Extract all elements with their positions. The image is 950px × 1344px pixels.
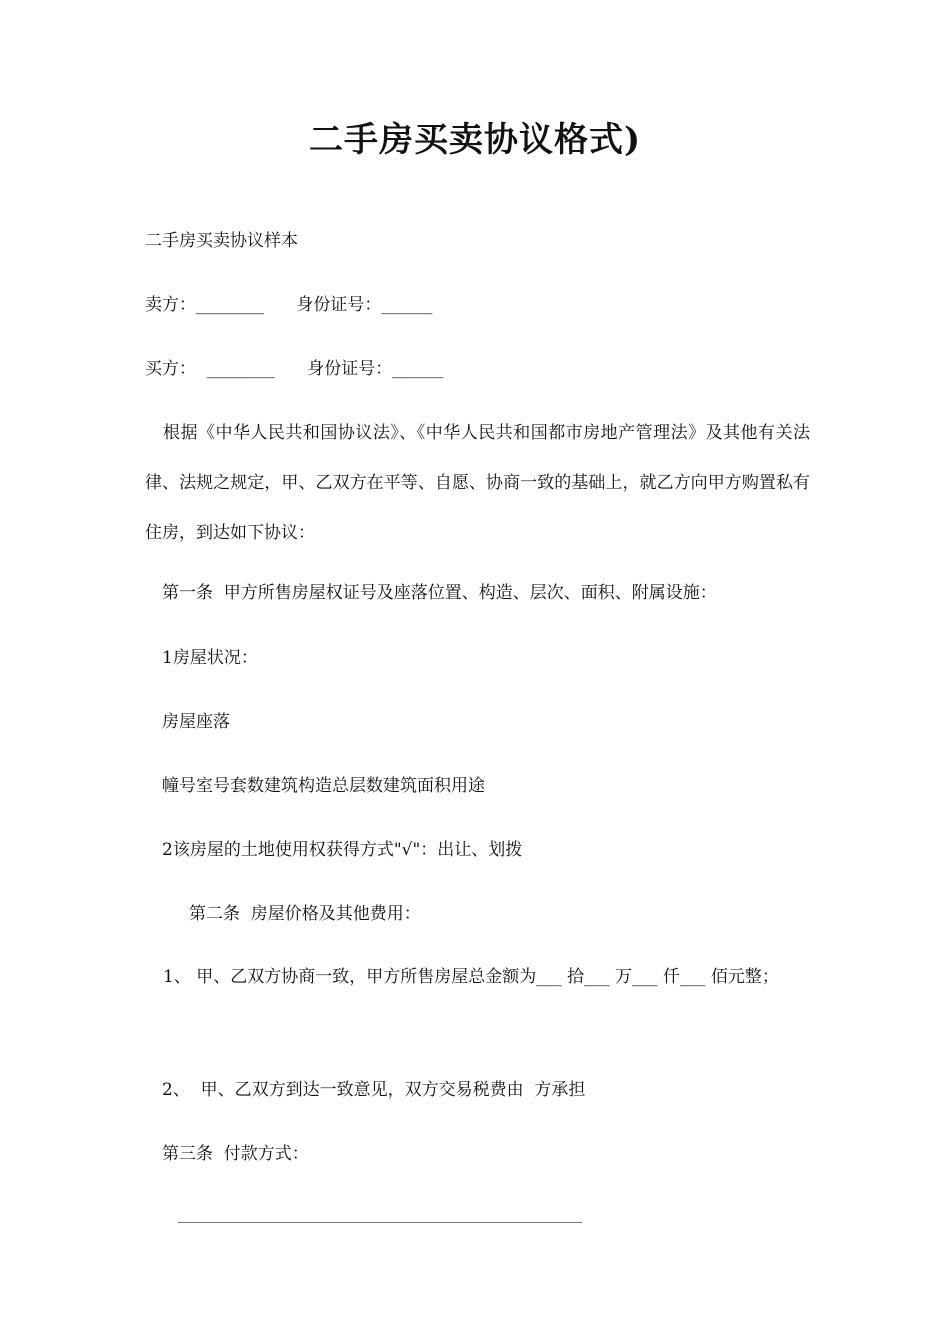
house-status-item: 1房屋状况： [162,648,258,668]
land-use-item: 2该房屋的土地使用权获得方式"√"：出让、划拨 [162,840,523,860]
article-3-heading: 第三条 付款方式： [162,1144,309,1164]
document-subtitle: 二手房买卖协议样本 [145,231,298,251]
tax-clause: 2、 甲、乙双方到达一致意见，双方交易税费由 方承担 [162,1080,586,1100]
buyer-line: 买方： ________ 身份证号：______ [145,359,444,379]
article-1-heading: 第一条 甲方所售房屋权证号及座落位置、构造、层次、面积、附属设施： [162,583,717,603]
article-2-heading: 第二条 房屋价格及其他费用： [189,904,421,924]
seller-line: 卖方：________ 身份证号：______ [145,295,433,315]
intro-paragraph: 根据《中华人民共和国协议法》、《中华人民共和国都市房地产管理法》及其他有关法律、法规之规定，甲、乙双方在平等、自愿、协商一致的基础上，就乙方向甲方购置私有住房，到达如下协议： [145,423,810,543]
house-table-headers: 幢号室号套数建筑构造总层数建筑面积用途 [162,776,485,796]
payment-blank-line [178,1222,582,1223]
price-clause: 1、 甲、乙双方协商一致，甲方所售房屋总金额为___ 拾___ 万___ 仟___ 佰元整； [163,967,779,987]
house-location-label: 房屋座落 [162,712,230,732]
document-title: 二手房买卖协议格式) [308,120,642,160]
